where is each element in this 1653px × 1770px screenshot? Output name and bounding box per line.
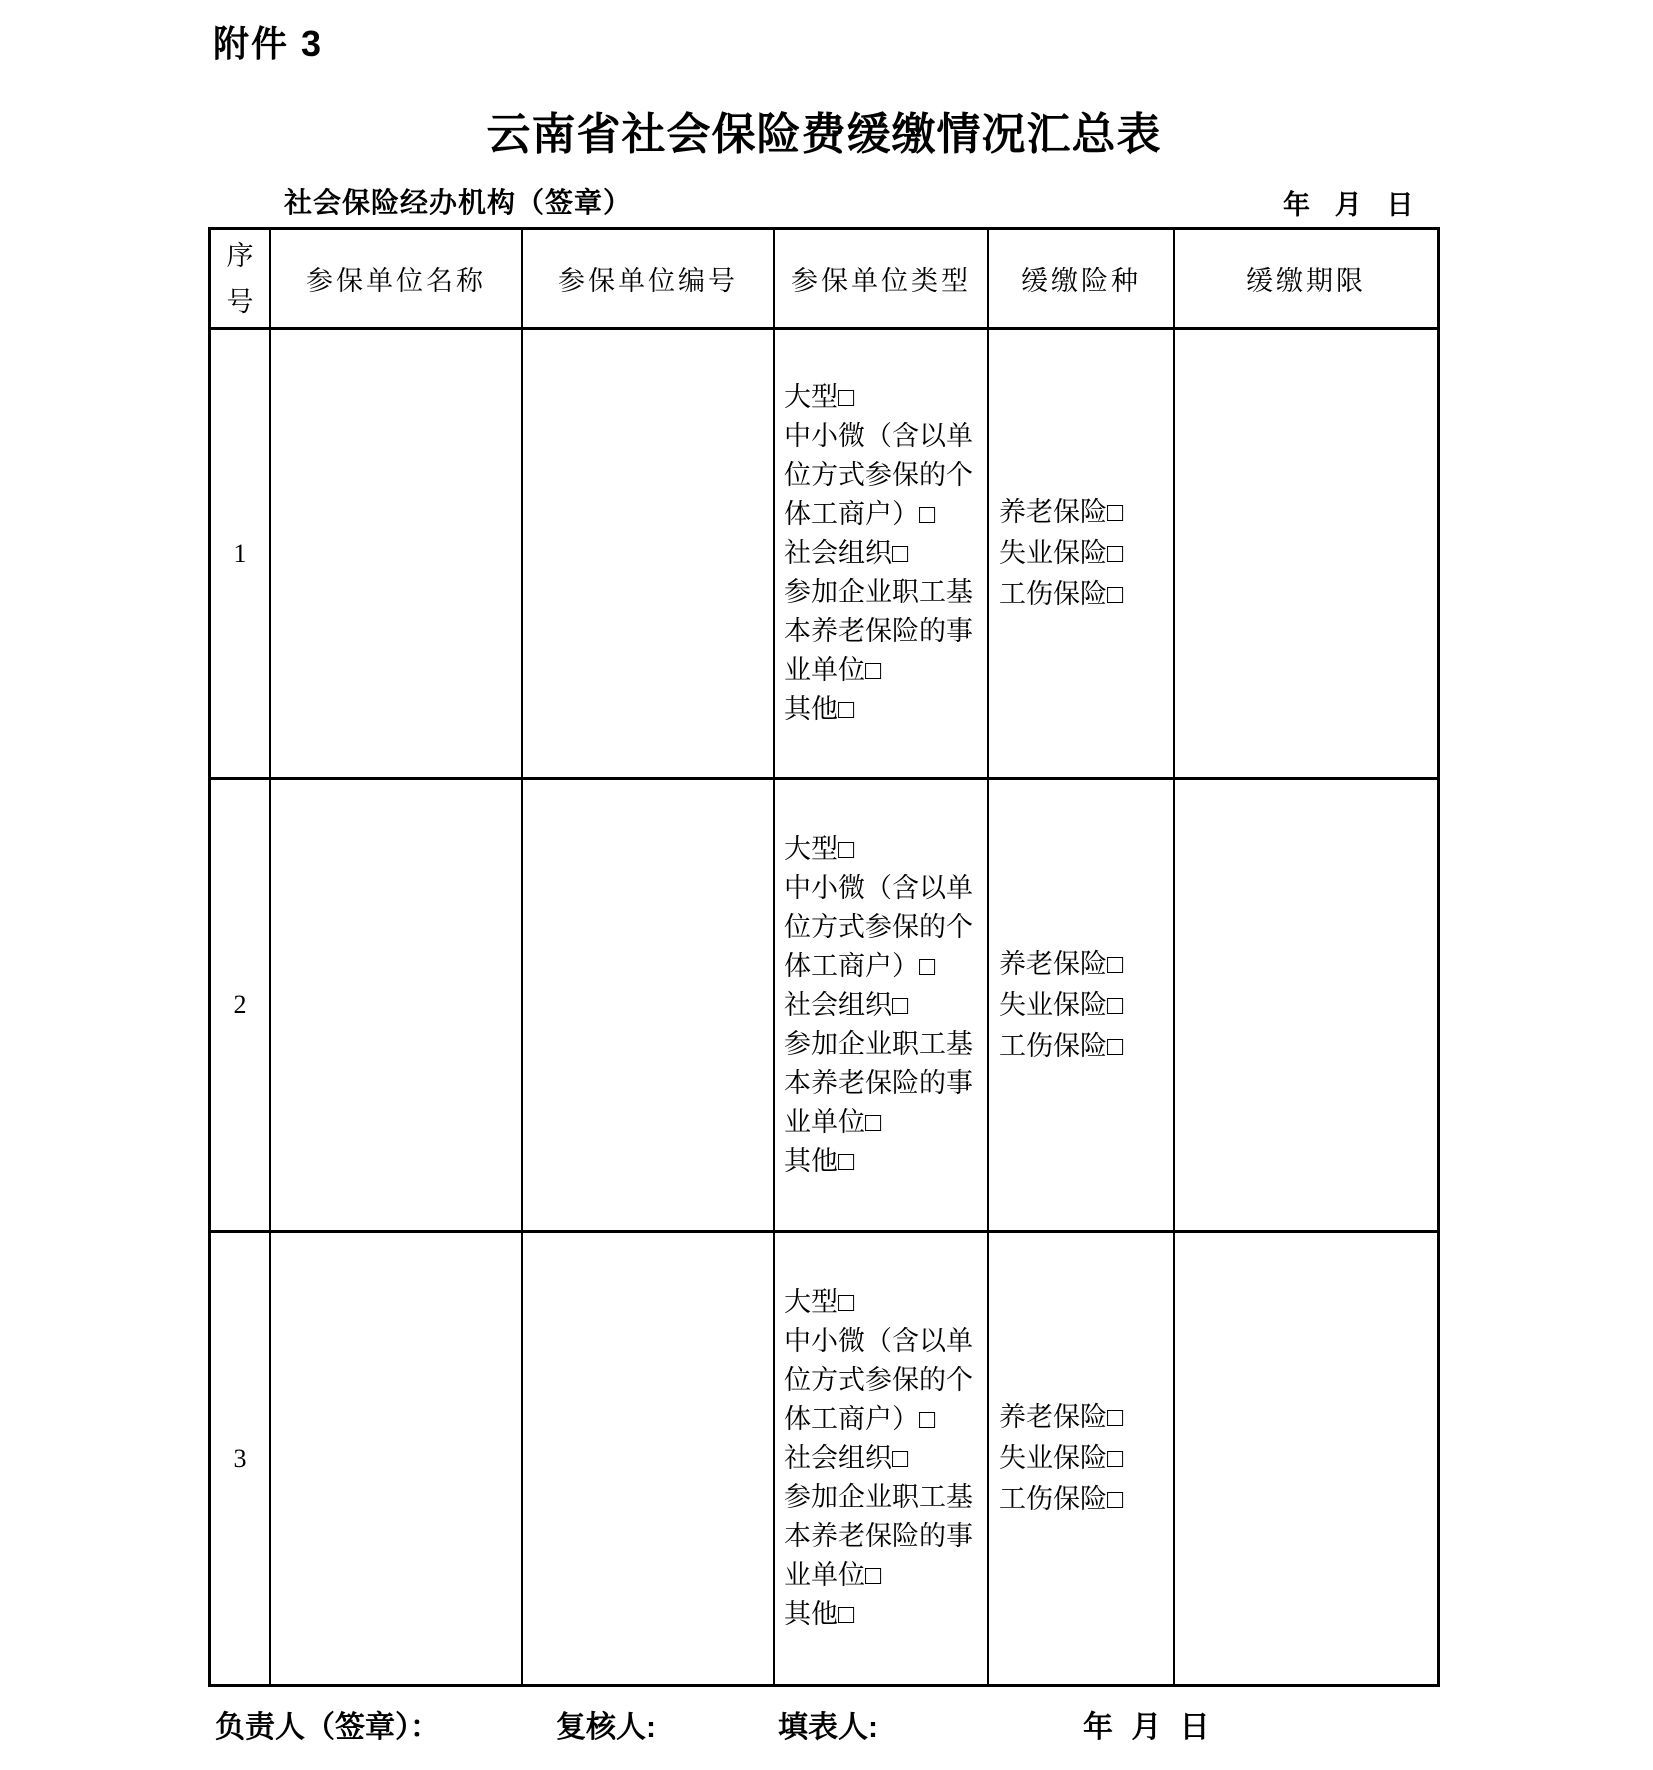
unit-type-option-sme: 中小微（含以单位方式参保的个体工商户）□ (784, 872, 973, 981)
cell-insurance-row3 (989, 1233, 1175, 1684)
unit-type-option-sme: 中小微（含以单位方式参保的个体工商户）□ (784, 1326, 973, 1434)
header-cell-insurance-kind (989, 230, 1175, 330)
seq-number: 2 (233, 990, 247, 1019)
footer-preparer-label: 填表人: (778, 1711, 878, 1744)
cell-period-row3 (1175, 1233, 1437, 1684)
header-cell-deferral-period (1175, 230, 1437, 330)
insurance-option-unemployment: 失业保险□ (999, 538, 1124, 568)
unit-type-option-social-org: 社会组织□ (784, 538, 909, 568)
cell-unit-name-row1 (271, 330, 523, 780)
cell-unit-name-row2 (271, 780, 523, 1233)
header-cell-unit-type (775, 230, 989, 330)
unit-type-option-social-org: 社会组织□ (784, 1443, 909, 1473)
insurance-option-pension: 养老保险□ (999, 948, 1124, 979)
insurance-option-work-injury: 工伤保险□ (999, 1030, 1124, 1061)
unit-type-option-other: 其他□ (784, 1145, 855, 1176)
footer-date-label: 年 月 日 (1083, 1711, 1215, 1744)
cell-unit-name-row3 (271, 1233, 523, 1684)
attachment-label: 附件 3 (213, 23, 324, 64)
unit-type-option-sme: 中小微（含以单位方式参保的个体工商户）□ (784, 421, 973, 529)
header-unit-code-label: 参保单位编号 (558, 266, 738, 296)
cell-unit-code-row1 (523, 330, 775, 780)
insurance-option-unemployment: 失业保险□ (999, 989, 1124, 1020)
cell-unit-type-row1 (775, 330, 989, 780)
unit-type-option-large: 大型□ (784, 382, 855, 412)
cell-seq-row2 (211, 780, 271, 1233)
unit-type-option-public-institution: 参加企业职工基本养老保险的事业单位□ (784, 1482, 973, 1590)
cell-insurance-row2 (989, 780, 1175, 1233)
unit-type-option-social-org: 社会组织□ (784, 989, 909, 1020)
cell-unit-code-row2 (523, 780, 775, 1233)
unit-type-option-other: 其他□ (784, 1599, 855, 1629)
seq-number: 1 (233, 538, 247, 568)
insurance-option-work-injury: 工伤保险□ (999, 1484, 1124, 1514)
document-title: 云南省社会保险费缓缴情况汇总表 (486, 110, 1162, 159)
seq-number: 3 (233, 1443, 247, 1473)
header-deferral-period-label: 缓缴期限 (1246, 266, 1366, 296)
footer-responsible-label: 负责人（签章）： (215, 1711, 440, 1744)
deferral-summary-table (208, 227, 1440, 1687)
cell-period-row1 (1175, 330, 1437, 780)
insurance-option-pension: 养老保险□ (999, 1402, 1124, 1432)
unit-type-option-other: 其他□ (784, 694, 855, 724)
agency-signature-label: 社会保险经办机构（签章） (284, 188, 633, 219)
unit-type-option-public-institution: 参加企业职工基本养老保险的事业单位□ (784, 1028, 973, 1137)
cell-insurance-row1 (989, 330, 1175, 780)
cell-unit-type-row3 (775, 1233, 989, 1684)
cell-seq-row3 (211, 1233, 271, 1684)
unit-type-option-large: 大型□ (784, 1287, 855, 1317)
cell-unit-type-row2 (775, 780, 989, 1233)
header-unit-type-label: 参保单位类型 (791, 266, 971, 296)
footer-reviewer-label: 复核人: (556, 1711, 656, 1744)
cell-seq-row1 (211, 330, 271, 780)
insurance-option-pension: 养老保险□ (999, 497, 1124, 527)
header-cell-seq (211, 230, 271, 330)
cell-period-row2 (1175, 780, 1437, 1233)
unit-type-option-large: 大型□ (784, 833, 855, 864)
header-cell-unit-code (523, 230, 775, 330)
header-date-label: 年 月 日 (1283, 190, 1423, 220)
header-insurance-kind-label: 缓缴险种 (1021, 266, 1141, 296)
cell-unit-code-row3 (523, 1233, 775, 1684)
header-seq-label: 序号 (226, 240, 254, 317)
insurance-option-unemployment: 失业保险□ (999, 1443, 1124, 1473)
insurance-option-work-injury: 工伤保险□ (999, 579, 1124, 609)
unit-type-option-public-institution: 参加企业职工基本养老保险的事业单位□ (784, 577, 973, 685)
header-cell-unit-name (271, 230, 523, 330)
header-unit-name-label: 参保单位名称 (306, 266, 486, 296)
